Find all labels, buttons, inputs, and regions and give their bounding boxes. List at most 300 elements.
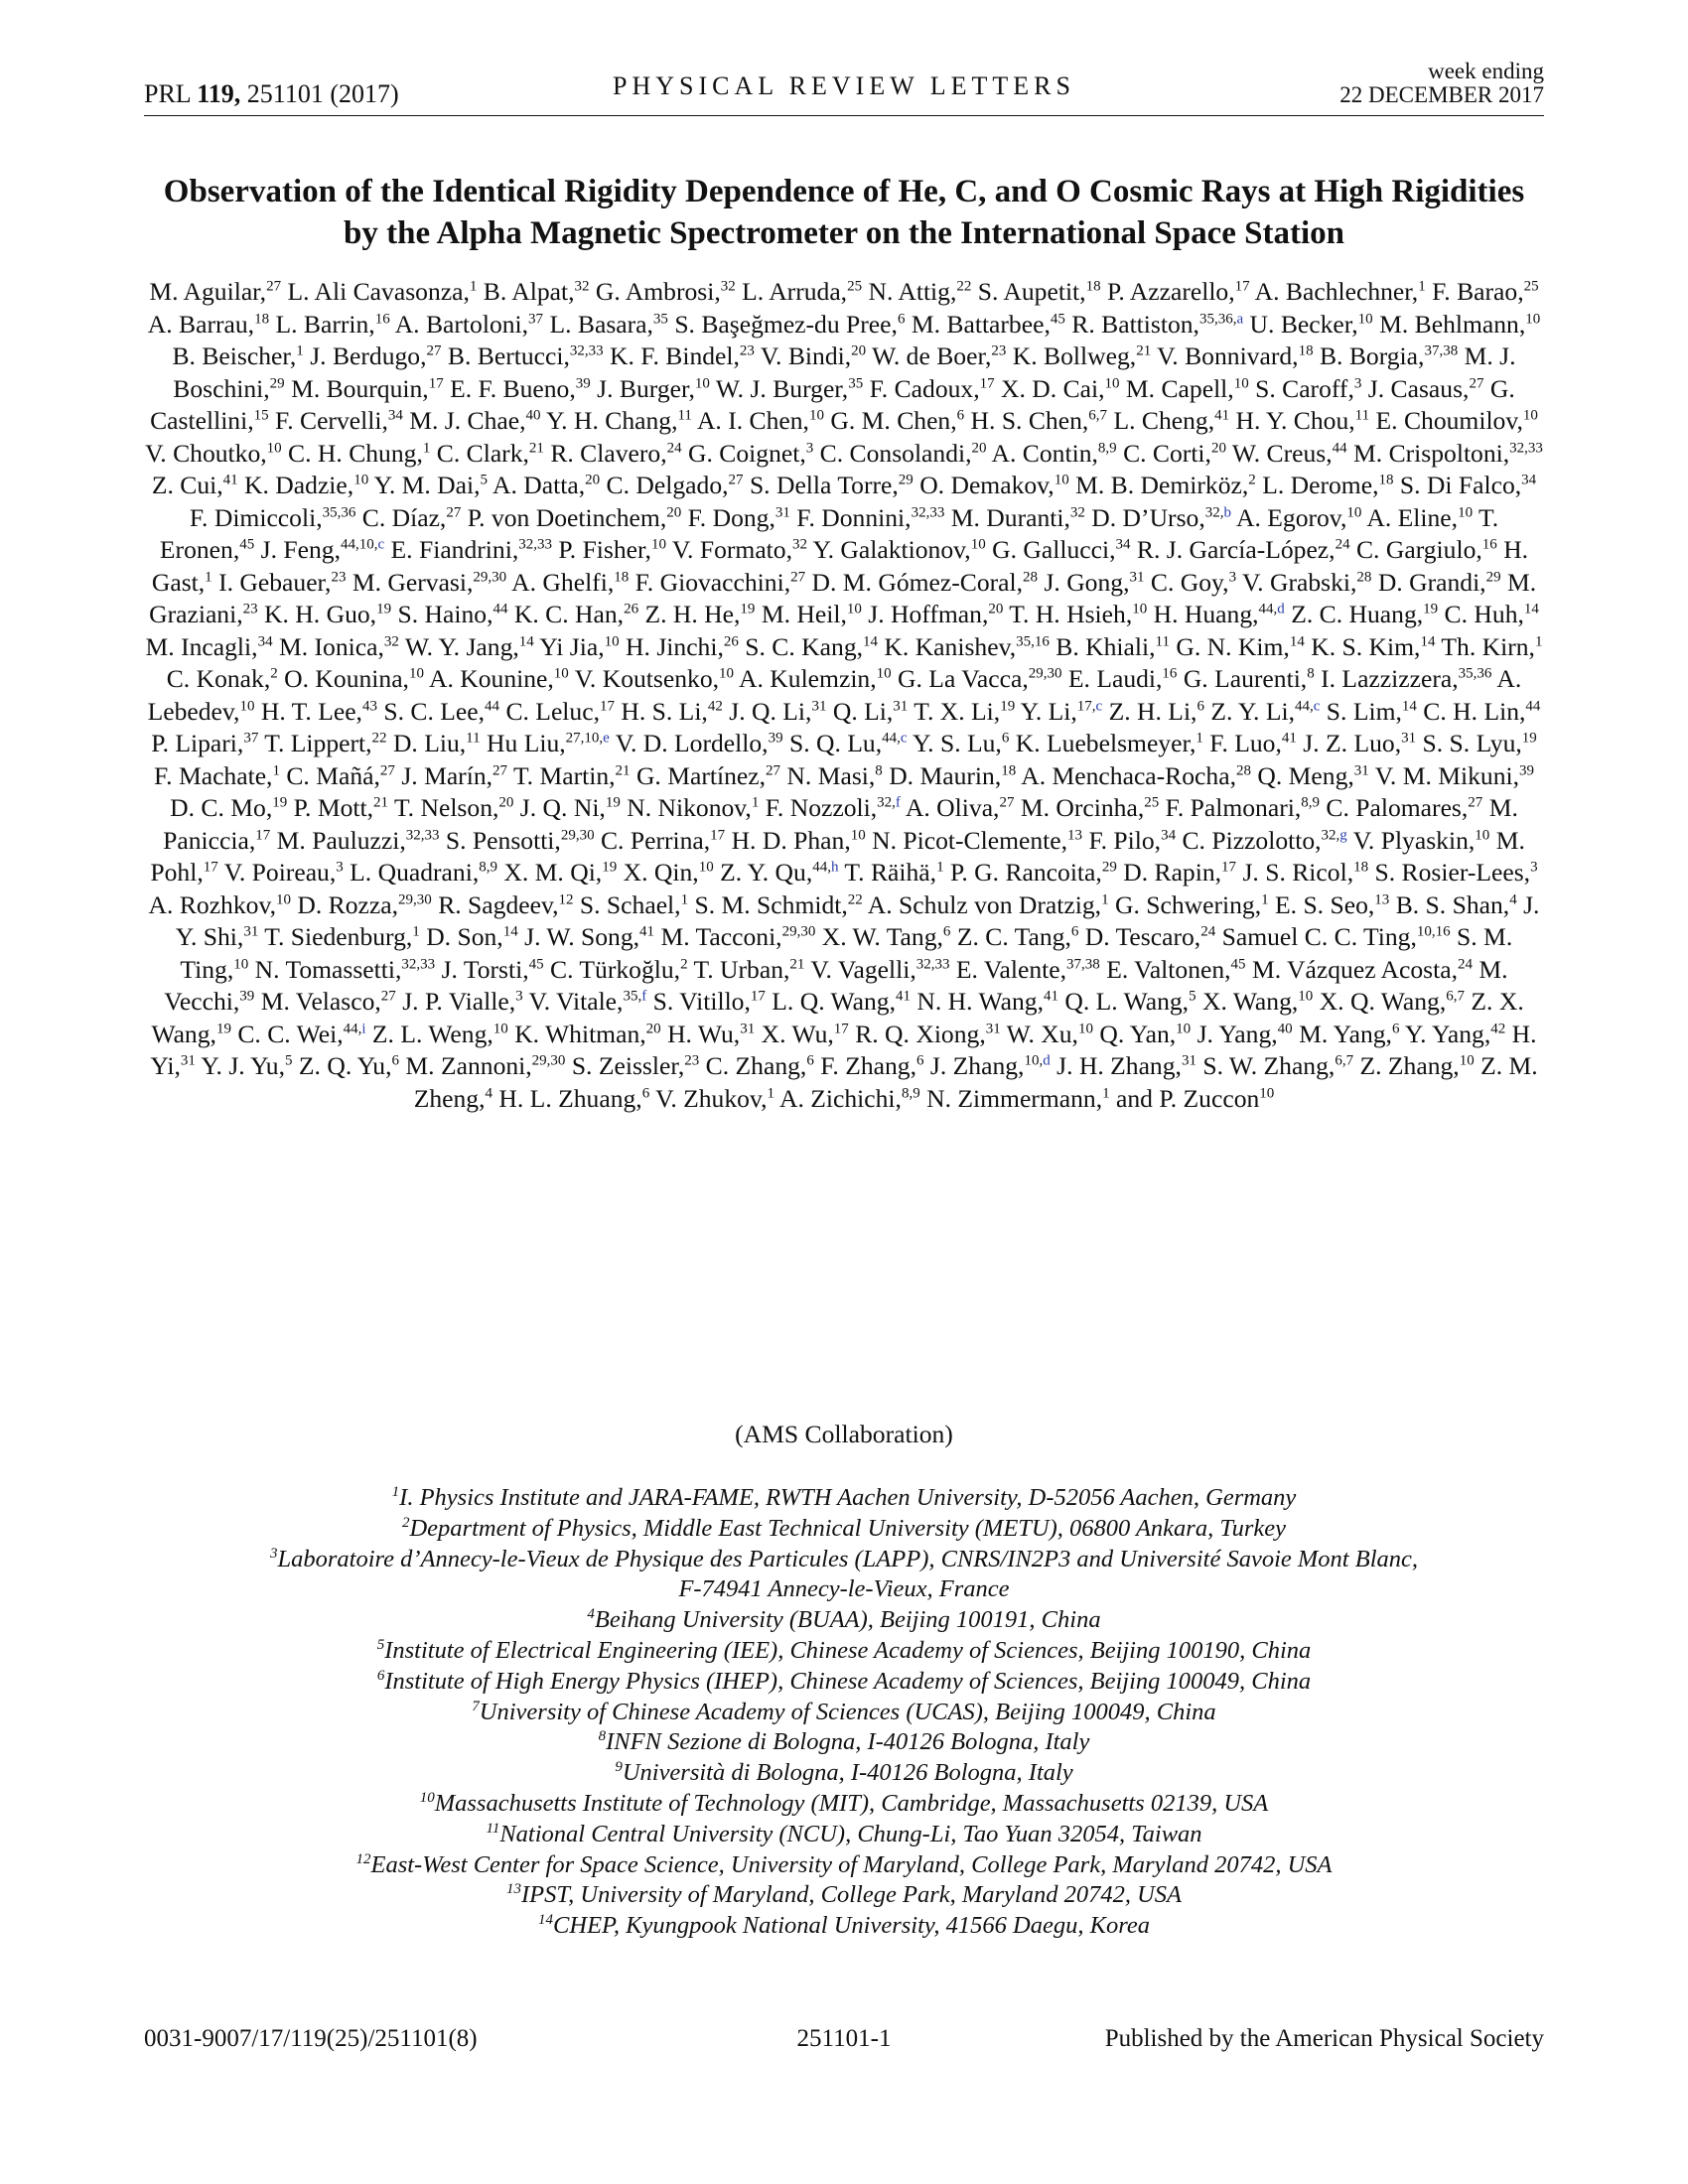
affiliation-marker: 29,30 — [531, 1052, 566, 1069]
author-name: Y. H. Chang, — [546, 406, 678, 435]
affiliation-marker: 18 — [1298, 342, 1314, 359]
affiliation-marker: 8 — [1307, 665, 1315, 682]
author-name: N. Masi, — [786, 760, 876, 790]
author-name: T. Nelson, — [393, 793, 499, 822]
author-entry — [706, 1051, 814, 1080]
affiliation-marker: 14 — [1401, 697, 1417, 714]
affiliation-marker: 10 — [1522, 407, 1538, 424]
author-entry — [1291, 600, 1438, 628]
affiliation-marker: 16 — [1481, 536, 1497, 553]
author-entry — [1275, 890, 1389, 919]
author-name: Z. X. Wang, — [151, 987, 1524, 1048]
author-entry — [294, 793, 388, 822]
author-name: E. Laudi, — [1067, 664, 1163, 693]
author-name: O. Demakov, — [919, 471, 1055, 499]
affiliation-marker: 29 — [1101, 859, 1117, 876]
author-name: X. D. Cai, — [1001, 373, 1105, 403]
affiliation-marker: 25 — [847, 278, 863, 295]
author-entry — [1250, 310, 1373, 339]
author-name: S. Lim, — [1326, 696, 1402, 726]
author-entry — [1099, 1020, 1191, 1048]
affiliation-marker: 10, — [1024, 1052, 1044, 1069]
author-name: M. Velasco, — [260, 987, 381, 1016]
affiliation-marker: 18 — [254, 310, 270, 327]
footnote-link[interactable]: d — [1277, 601, 1285, 617]
author-name: F. Dimiccoli, — [189, 502, 323, 532]
affiliation-marker: 17 — [203, 859, 218, 876]
author-entry — [146, 632, 273, 661]
affiliation-text: INFN Sezione di Bologna, I-40126 Bologna, Italy — [606, 1728, 1090, 1756]
affiliation-marker: 5 — [285, 1052, 293, 1069]
author-name: G. Coignet, — [688, 438, 806, 468]
affiliation-marker: 10,16 — [1416, 923, 1451, 940]
author-name: J. Berdugo, — [310, 341, 427, 370]
affiliation-marker: 13 — [1374, 890, 1390, 907]
author-name: A. Kulemzin, — [739, 664, 877, 693]
author-entry — [297, 890, 431, 919]
author-entry — [190, 503, 355, 532]
author-name: A. Lebedev, — [147, 664, 1522, 726]
author-entry — [694, 955, 805, 984]
author-name: S. Vitillo, — [652, 987, 751, 1016]
affiliation-marker: 3 — [515, 988, 523, 1005]
footnote-link[interactable]: c — [1313, 697, 1321, 714]
author-entry — [950, 858, 1117, 887]
affiliation-marker: 32 — [383, 632, 399, 649]
author-entry — [409, 406, 540, 435]
author-name: W. Xu, — [1006, 1019, 1078, 1048]
author-name: Samuel C. C. Ting, — [1221, 922, 1417, 951]
affiliation-marker: 24 — [1335, 536, 1350, 553]
author-name: S. Haino, — [397, 600, 493, 628]
footnote-link[interactable]: d — [1043, 1052, 1051, 1069]
author-name: L. Cheng, — [1113, 406, 1215, 435]
author-entry — [277, 826, 440, 855]
footnote-link[interactable]: e — [603, 730, 610, 747]
author-entry — [913, 729, 1009, 757]
author-entry — [796, 503, 944, 532]
author-entry — [149, 890, 291, 919]
affiliation-marker: 37 — [528, 310, 544, 327]
author-entry — [1021, 761, 1251, 790]
author-name: R. Sagdeev, — [438, 889, 559, 919]
author-name: H. T. Lee, — [260, 696, 362, 726]
author-name: U. Becker, — [1249, 309, 1358, 339]
affiliation-text: Institute of High Energy Physics (IHEP), Chinese Academy of Sciences, Beijing 100049, China — [384, 1667, 1312, 1695]
author-name: Z. H. Li, — [1108, 696, 1197, 726]
affiliation-marker: 8,9 — [479, 859, 497, 876]
affiliation-marker: 17 — [710, 826, 726, 843]
affiliation-marker: 11 — [1354, 407, 1370, 424]
affiliation-marker: 44, — [1294, 697, 1314, 714]
author-name: F. Palmonari, — [1165, 793, 1302, 822]
author-entry — [742, 277, 862, 306]
affiliation-marker: 32,33 — [915, 955, 950, 972]
footnote-link[interactable]: h — [830, 859, 839, 876]
page-header — [144, 60, 1544, 116]
author-name: H. Huang, — [1153, 600, 1259, 628]
affiliation-number: 4 — [587, 1606, 595, 1623]
affiliation-marker: 27 — [446, 503, 462, 520]
affiliation-marker: 10 — [604, 632, 620, 649]
affiliation-marker: 2 — [1248, 472, 1256, 488]
author-name: O. Kounina, — [284, 664, 409, 693]
affiliation — [149, 1820, 1539, 1850]
author-entry — [167, 664, 278, 693]
affiliation-marker: 28 — [1023, 568, 1039, 585]
author-name: J. Burger, — [597, 373, 695, 403]
author-name: H. L. Zhuang, — [498, 1083, 642, 1113]
author-name: M. J. Boschini, — [173, 341, 1516, 403]
author-entry — [1075, 471, 1256, 499]
author-entry — [514, 600, 638, 628]
affiliation-continuation: F-74941 Annecy-le-Vieux, France — [678, 1575, 1010, 1603]
author-entry — [697, 406, 824, 435]
author-name: C. Palomares, — [1326, 793, 1469, 822]
author-entry — [244, 471, 368, 499]
author-entry — [912, 310, 1065, 339]
author-entry — [255, 955, 436, 984]
affiliation-marker: 1 — [1534, 632, 1543, 649]
affiliation-marker: 40 — [525, 407, 541, 424]
author-name: H. Y. Chou, — [1235, 406, 1355, 435]
affiliation-marker: 10 — [694, 374, 710, 391]
affiliation-marker: 22 — [956, 278, 972, 295]
author-name: J. Zhang, — [929, 1051, 1025, 1080]
affiliation-marker: 10 — [719, 665, 735, 682]
affiliation-text: Department of Physics, Middle East Technical University (METU), 06800 Ankara, Turkey — [409, 1514, 1287, 1542]
author-entry — [1071, 310, 1243, 339]
author-name: A. Menchaca-Rocha, — [1021, 760, 1236, 790]
affiliation — [149, 1698, 1539, 1728]
affiliation-marker: 6 — [641, 1084, 650, 1101]
affiliation — [149, 1483, 1539, 1514]
footnote-link[interactable]: c — [377, 536, 385, 553]
author-entry — [1184, 664, 1315, 693]
affiliation-marker: 14 — [863, 632, 879, 649]
author-name: C. Clark, — [436, 438, 529, 468]
author-name: B. Beischer, — [172, 341, 297, 370]
author-name: X. Wu, — [761, 1019, 834, 1048]
affiliation-marker: 26 — [624, 601, 639, 617]
author-entry — [822, 922, 951, 951]
affiliation-marker: 44 — [1525, 697, 1541, 714]
affiliation-marker: 3 — [1530, 859, 1538, 876]
author-entry — [1242, 858, 1368, 887]
affiliation-marker: 2 — [270, 665, 278, 682]
affiliation-marker: 39 — [575, 374, 591, 391]
affiliation-marker: 19 — [1000, 697, 1016, 714]
author-name: N. Tomassetti, — [254, 954, 402, 984]
affiliation-marker: 20 — [1210, 439, 1226, 456]
affiliation-marker: 20 — [585, 472, 601, 488]
author-entry — [1056, 1051, 1196, 1080]
author-entry — [279, 632, 399, 661]
author-entry — [1115, 890, 1269, 919]
author-name: W. de Boer, — [872, 341, 992, 370]
affiliation-marker: 17 — [833, 1020, 849, 1036]
author-entry — [978, 277, 1101, 306]
author-entry — [1327, 697, 1417, 726]
author-name: M. Orcinha, — [1020, 793, 1145, 822]
footnote-link[interactable]: f — [641, 988, 647, 1005]
affiliation-marker: 6 — [956, 407, 965, 424]
author-entry — [1113, 406, 1229, 435]
affiliation-marker: 1 — [751, 794, 760, 811]
affiliation-marker: 8,9 — [1301, 794, 1320, 811]
footnote-link[interactable]: b — [1223, 503, 1231, 520]
affiliation-marker: 19 — [272, 794, 288, 811]
author-name: V. Bonnivard, — [1157, 341, 1299, 370]
author-entry — [261, 697, 377, 726]
author-entry — [610, 341, 755, 370]
footnote-link[interactable]: f — [895, 794, 901, 811]
affiliation-marker: 14 — [1289, 632, 1305, 649]
affiliation-marker: 35,36 — [1458, 665, 1492, 682]
author-name: K. Bollweg, — [1012, 341, 1137, 370]
author-entry — [1321, 664, 1491, 693]
author-name: G. M. Chen, — [830, 406, 957, 435]
page-number: 251101-1 — [796, 2025, 892, 2052]
author-name: S. Pensotti, — [445, 825, 561, 855]
affiliation-marker: 10 — [233, 955, 249, 972]
author-entry — [1001, 374, 1120, 403]
author-name: F. Nozzoli, — [765, 793, 878, 822]
paper-title: Observation of the Identical Rigidity Dependence of He, C, and O Cosmic Rays at High Rigidities by the Alpha Magnetic Spectrometer on the International Space Station — [163, 174, 1525, 251]
affiliation-marker: 45 — [1050, 310, 1065, 327]
author-entry — [1107, 277, 1250, 306]
author-entry — [957, 922, 1079, 951]
footnote-link[interactable]: a — [1236, 310, 1244, 327]
affiliation-marker: 27 — [426, 342, 442, 359]
affiliation-marker: 41 — [1214, 407, 1230, 424]
author-entry — [745, 632, 878, 661]
affiliation-marker: 8 — [875, 761, 883, 778]
affiliation-marker: 21 — [1136, 342, 1152, 359]
author-entry — [1116, 1084, 1274, 1113]
affiliation-marker: 34 — [257, 632, 273, 649]
author-entry — [1202, 987, 1313, 1016]
author-entry — [1252, 955, 1473, 984]
author-entry — [218, 568, 346, 597]
author-name: X. Q. Wang, — [1319, 987, 1447, 1016]
affiliation-marker: 39 — [1519, 761, 1535, 778]
author-entry — [524, 922, 654, 951]
affiliation-marker: 10 — [275, 890, 291, 907]
author-name: D. Grandi, — [1377, 567, 1486, 597]
affiliation-marker: 32 — [574, 278, 590, 295]
affiliation-marker: 31 — [893, 697, 909, 714]
author-name: L. Basara, — [549, 309, 653, 339]
author-name: F. Zhang, — [820, 1051, 916, 1080]
author-name: A. Bartoloni, — [394, 309, 529, 339]
author-entry — [152, 471, 238, 499]
author-entry — [1320, 987, 1465, 1016]
author-entry — [1068, 664, 1178, 693]
author-name: W. J. Burger, — [715, 373, 849, 403]
author-entry — [575, 664, 734, 693]
author-entry — [1106, 955, 1245, 984]
author-entry — [616, 729, 783, 757]
author-name: C. Türkoğlu, — [550, 954, 681, 984]
author-entry — [1044, 568, 1144, 597]
author-name: Y. Li, — [1020, 696, 1077, 726]
author-name: D. Rozza, — [297, 889, 399, 919]
journal-citation: PRL 119, 251101 (2017) — [144, 79, 399, 108]
author-name: D. Son, — [426, 922, 503, 951]
footnote-link[interactable]: c — [900, 730, 908, 747]
author-name: E. F. Bueno, — [450, 373, 576, 403]
author-name: G. Schwering, — [1114, 889, 1262, 919]
author-list — [145, 276, 1543, 1115]
affiliation-number: 2 — [401, 1514, 410, 1531]
affiliation-marker: 39 — [239, 988, 255, 1005]
author-entry — [391, 535, 552, 564]
author-name: D. M. Gómez-Coral, — [811, 567, 1024, 597]
author-name: M. Graziani, — [149, 567, 1537, 628]
collaboration-name: (AMS Collaboration) — [735, 1420, 953, 1448]
author-entry — [264, 922, 420, 951]
author-entry — [1154, 600, 1285, 628]
author-entry — [898, 664, 1061, 693]
affiliation-marker: 10 — [876, 665, 892, 682]
affiliation-marker: 10 — [1054, 472, 1069, 488]
author-entry — [286, 761, 395, 790]
author-name: A. Ghelfi, — [511, 567, 615, 597]
author-entry — [766, 793, 901, 822]
author-entry — [201, 1051, 292, 1080]
author-entry — [750, 471, 914, 499]
affiliation-marker: 3 — [1228, 568, 1237, 585]
author-entry — [1016, 729, 1203, 757]
affiliation-marker: 1 — [272, 761, 280, 778]
affiliation-marker: 6,7 — [1088, 407, 1108, 424]
affiliation — [149, 1727, 1539, 1758]
affiliation-marker: 10 — [1233, 374, 1249, 391]
author-entry — [789, 729, 908, 757]
author-name: K. Luebelsmeyer, — [1015, 729, 1196, 757]
author-entry — [151, 729, 258, 757]
author-entry — [636, 761, 780, 790]
author-entry — [830, 406, 964, 435]
author-entry — [1236, 406, 1370, 435]
author-entry — [844, 858, 943, 887]
footnote-link[interactable]: g — [1339, 826, 1347, 843]
author-entry — [716, 374, 863, 403]
author-name: M. Battarbee, — [911, 309, 1051, 339]
author-entry — [1232, 439, 1347, 468]
affiliation-marker: 11 — [1155, 632, 1170, 649]
affiliation-marker: 1 — [680, 890, 689, 907]
author-name: D. Liu, — [392, 729, 467, 757]
affiliation-number: 6 — [376, 1667, 385, 1684]
author-entry — [350, 858, 497, 887]
author-entry — [1359, 1051, 1474, 1080]
affiliation-marker: 31 — [1401, 730, 1417, 747]
affiliation-marker: 32,33 — [401, 955, 436, 972]
author-entry — [906, 793, 1015, 822]
author-entry — [1299, 1020, 1399, 1048]
affiliation-marker: 11 — [466, 730, 481, 747]
affiliation-marker: 10 — [239, 697, 255, 714]
author-name: M. Tacconi, — [660, 922, 782, 951]
author-entry — [264, 729, 386, 757]
author-entry — [468, 503, 681, 532]
author-name: F. Cadoux, — [869, 373, 980, 403]
affiliation-marker: 29,30 — [398, 890, 432, 907]
author-entry — [762, 600, 862, 628]
author-entry — [919, 471, 1069, 499]
author-entry — [1445, 600, 1539, 628]
affiliation-marker: 32,33 — [405, 826, 440, 843]
affiliation-marker: 17 — [599, 697, 615, 714]
author-entry — [148, 310, 269, 339]
affiliation-marker: 8,9 — [901, 1084, 920, 1101]
affiliation-marker: 32, — [1321, 826, 1340, 843]
author-name: J. Torsti, — [441, 954, 529, 984]
affiliation-marker: 6 — [942, 923, 951, 940]
affiliation-marker: 21 — [373, 794, 389, 811]
author-name: K. Kanishev, — [884, 631, 1017, 661]
author-name: D. Maurin, — [889, 760, 1002, 790]
affiliation-marker: 44 — [492, 601, 508, 617]
affiliation-marker: 27 — [999, 794, 1015, 811]
affiliation-text: University of Chinese Academy of Sciences (UCAS), Beijing 100049, China — [479, 1698, 1216, 1725]
author-name: and P. Zuccon — [1116, 1083, 1260, 1113]
author-name: T. Urban, — [693, 954, 790, 984]
author-entry — [1166, 793, 1320, 822]
author-name: F. Donnini, — [796, 502, 912, 532]
affiliation-marker: 31 — [1129, 568, 1145, 585]
author-entry — [688, 503, 790, 532]
author-name: C. Corti, — [1123, 438, 1211, 468]
author-name: P. von Doetinchem, — [467, 502, 667, 532]
affiliation-marker: 41 — [896, 988, 911, 1005]
author-name: C. Zhang, — [705, 1051, 807, 1080]
footnote-link[interactable]: c — [1095, 697, 1103, 714]
affiliation-marker: 17 — [1234, 278, 1250, 295]
author-entry — [310, 341, 441, 370]
footnote-link[interactable]: i — [361, 1020, 366, 1036]
affiliation-marker: 42 — [1490, 1020, 1506, 1036]
affiliation-marker: 27 — [380, 988, 396, 1005]
author-entry — [1202, 1051, 1353, 1080]
author-entry — [505, 697, 615, 726]
author-entry — [550, 439, 681, 468]
affiliation-marker: 16 — [1162, 665, 1178, 682]
author-entry — [484, 277, 590, 306]
affiliation-marker: 37,38 — [1066, 955, 1100, 972]
author-entry — [1013, 341, 1151, 370]
author-name: G. Castellini, — [150, 373, 1515, 435]
affiliation-marker: 18 — [1378, 472, 1394, 488]
author-name: A. Eline, — [1366, 502, 1459, 532]
author-name: D. Rapin, — [1123, 858, 1222, 887]
author-name: Q. L. Wang, — [1064, 987, 1190, 1016]
author-name: M. B. Demirköz, — [1075, 471, 1249, 499]
affiliation-marker: 32, — [877, 794, 896, 811]
author-entry — [951, 503, 1085, 532]
author-entry — [1423, 697, 1540, 726]
author-name: J. H. Zhang, — [1056, 1051, 1182, 1080]
author-name: Z. Y. Qu, — [720, 858, 813, 887]
affiliation — [149, 1911, 1539, 1942]
author-entry — [720, 858, 838, 887]
author-name: S. Della Torre, — [749, 471, 899, 499]
affiliation-marker: 14 — [502, 923, 518, 940]
author-entry — [511, 568, 629, 597]
author-name: S. M. Ting, — [180, 922, 1513, 984]
